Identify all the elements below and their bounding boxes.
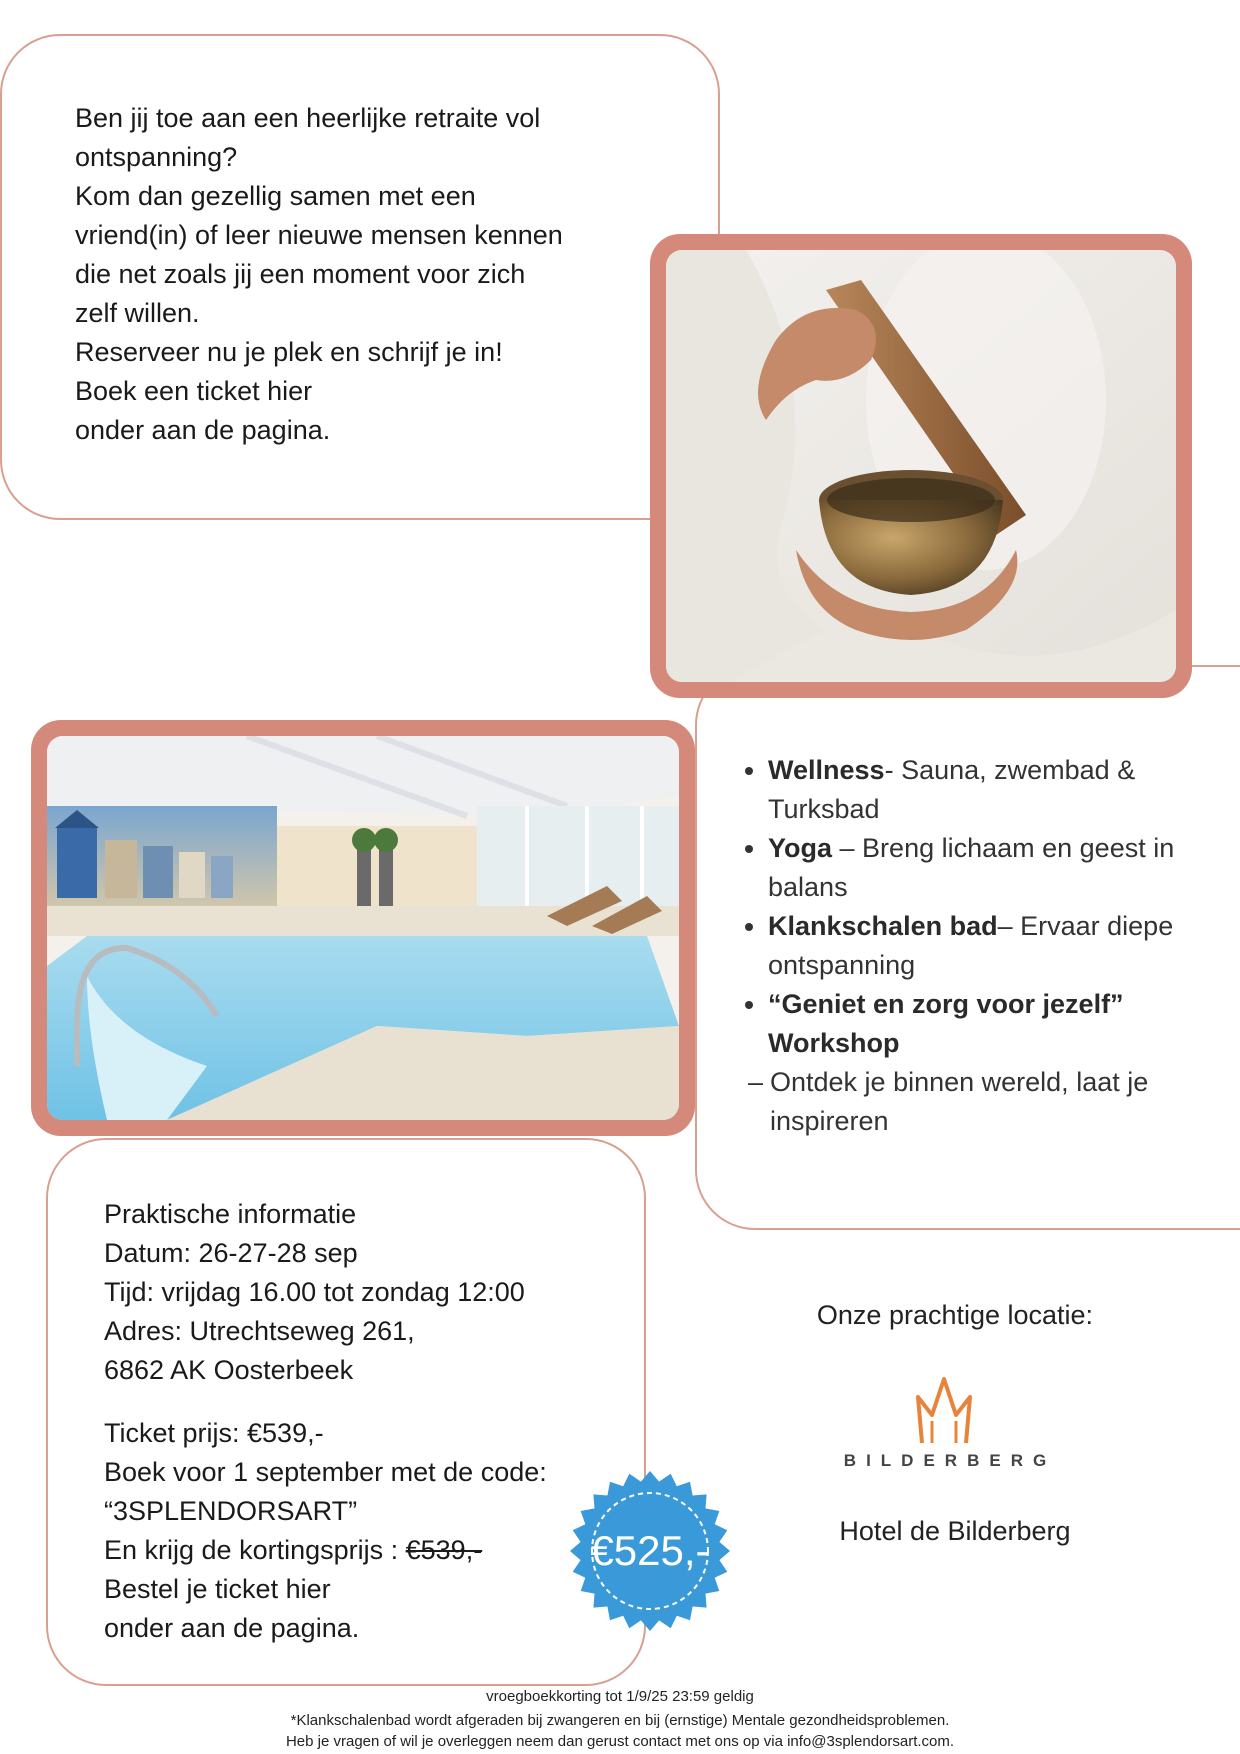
practical-info xyxy=(104,1195,624,1648)
dash-bullet: – xyxy=(748,1067,764,1097)
feature-title: Klankschalen bad xyxy=(768,911,998,941)
feature-separator: – xyxy=(832,833,863,863)
feature-text: Breng lichaam en geest in balans xyxy=(768,833,1175,902)
discount-label: En krijg de kortingsprijs : xyxy=(104,1535,406,1565)
info-address-city: 6862 AK Oosterbeek xyxy=(104,1355,354,1385)
singing-bowl-photo-frame xyxy=(650,234,1192,698)
feature-separator: – xyxy=(997,911,1021,941)
feature-item-wellness xyxy=(768,751,1240,829)
intro-line: Boek een ticket hier xyxy=(75,376,313,406)
feature-title: “Geniet en zorg voor jezelf” Workshop xyxy=(768,989,1124,1058)
crown-logo-icon xyxy=(820,1375,1080,1445)
info-date: Datum: 26-27-28 sep xyxy=(104,1238,358,1268)
intro-text xyxy=(75,99,635,450)
feature-separator: - xyxy=(884,755,902,785)
intro-line: ontspanning? xyxy=(75,142,238,172)
singing-bowl-photo xyxy=(666,250,1176,682)
hotel-name: Hotel de Bilderberg xyxy=(839,1516,1071,1546)
discount-price-badge xyxy=(568,1469,732,1633)
intro-line: Reserveer nu je plek en schrijf je in! xyxy=(75,337,503,367)
feature-text: Sauna, zwembad & Turksbad xyxy=(768,755,1136,824)
info-book-before: Boek voor 1 september met de code: xyxy=(104,1457,547,1487)
intro-line: vriend(in) of leer nieuwe mensen kennen xyxy=(75,220,563,250)
workshop-subitem xyxy=(748,1063,1240,1141)
info-order-line2: onder aan de pagina. xyxy=(104,1613,360,1643)
old-price: €539,- xyxy=(405,1535,483,1565)
feature-text: Ervaar diepe ontspanning xyxy=(768,911,1174,980)
info-address-street: Adres: Utrechtseweg 261, xyxy=(104,1316,415,1346)
location-title: Onze prachtige locatie: xyxy=(816,1300,1094,1330)
info-price: Ticket prijs: €539,- xyxy=(104,1418,324,1448)
feature-item-yoga xyxy=(768,829,1240,907)
footer-disclaimer: *Klankschalenbad wordt afgeraden bij zwangeren en bij (ernstige) Mentale gezondheidsproblemen. xyxy=(290,1712,950,1729)
spacer xyxy=(104,1390,624,1414)
footer-early-bird: vroegboekkorting tot 1/9/25 23:59 geldig xyxy=(486,1688,754,1705)
info-order-line1: Bestel je ticket hier xyxy=(104,1574,331,1604)
feature-title: Wellness xyxy=(768,755,885,785)
info-time: Tijd: vrijdag 16.00 tot zondag 12:00 xyxy=(104,1277,525,1307)
bilderberg-logo xyxy=(820,1375,1080,1475)
pool-photo xyxy=(47,736,679,1120)
pool-photo-frame xyxy=(31,720,695,1136)
info-discount xyxy=(104,1531,624,1570)
intro-line: Ben jij toe aan een heerlijke retraite vol xyxy=(75,103,541,133)
footer-contact: Heb je vragen of wil je overleggen neem dan gerust contact met ons op via info@3splendorsart.com. xyxy=(285,1733,955,1750)
feature-item-klankschalen xyxy=(768,907,1240,985)
intro-line: zelf willen. xyxy=(75,298,200,328)
badge-price: €525,- xyxy=(590,1527,710,1574)
workshop-subtext: Ontdek je binnen wereld, laat je inspireren xyxy=(770,1067,1149,1136)
feature-title: Yoga xyxy=(768,833,833,863)
info-code: “3SPLENDORSART” xyxy=(104,1496,358,1526)
workshop-sublist xyxy=(748,1063,1240,1141)
intro-line: onder aan de pagina. xyxy=(75,415,331,445)
logo-wordmark: BILDERBERG xyxy=(843,1451,1057,1470)
intro-line: die net zoals jij een moment voor zich xyxy=(75,259,526,289)
intro-line: Kom dan gezellig samen met een xyxy=(75,181,476,211)
features-list xyxy=(742,751,1240,1141)
info-title: Praktische informatie xyxy=(104,1199,357,1229)
feature-item-workshop xyxy=(748,985,1240,1141)
